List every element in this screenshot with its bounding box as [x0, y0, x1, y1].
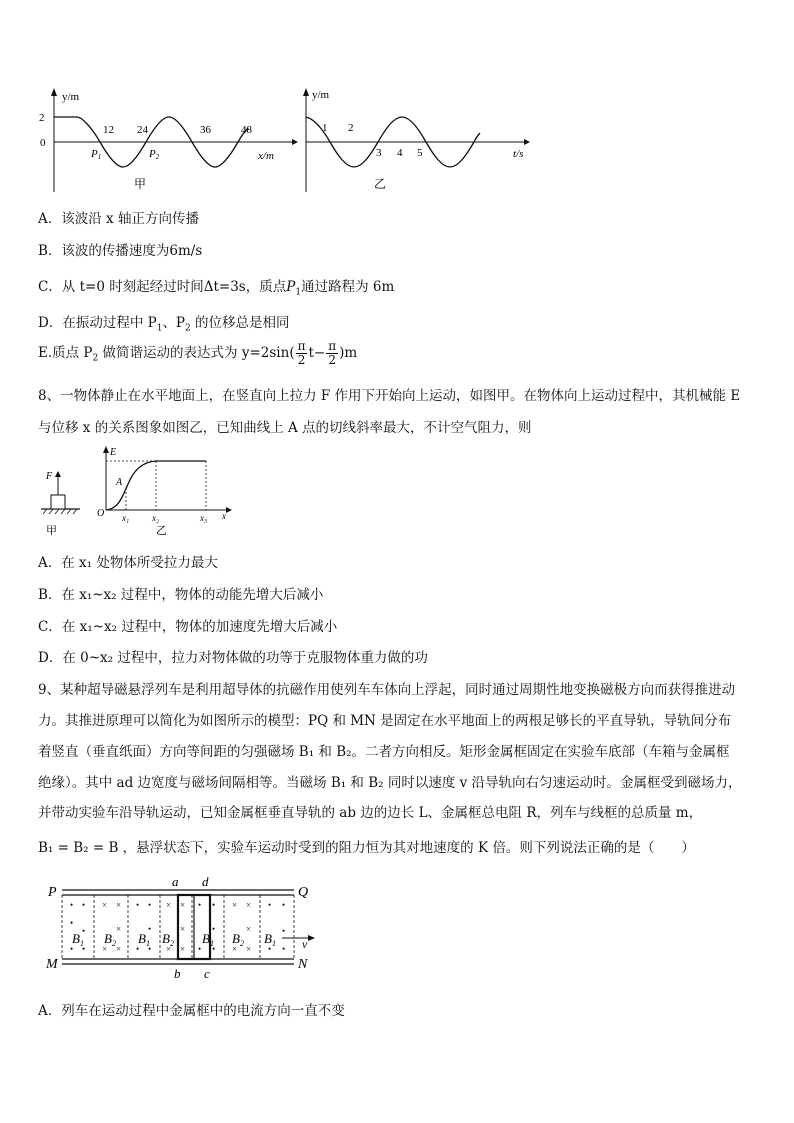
block — [51, 495, 65, 509]
svg-text:×: × — [232, 944, 238, 954]
svg-text:•: • — [212, 944, 216, 954]
svg-text:×: × — [102, 900, 108, 910]
jia-ylabel: y/m — [62, 91, 80, 103]
q7-option-b: B．该波的传播速度为6m/s — [38, 243, 203, 259]
svg-text:×: × — [116, 900, 122, 910]
y-axis-yi-arrow — [303, 88, 309, 96]
q8-fig-jia — [41, 471, 80, 537]
jia-ytick: 2 — [39, 112, 45, 124]
q7-c-pre: C．从 t=0 时刻起经过时间Δt=3s，质点 — [38, 279, 287, 295]
q9-label-N: N — [298, 957, 308, 972]
q7-d-post: 的位移总是相同 — [190, 315, 290, 331]
q9-figure — [42, 872, 332, 982]
q9-stem-2: 力。其推进原理可以简化为如图所示的模型：PQ 和 MN 是固定在水平地面上的两根足够长的平直导轨，导轨间分布 — [38, 713, 732, 729]
q8-option-a: A．在 x₁ 处物体所受拉力最大 — [38, 555, 218, 571]
yi-tick-4: 4 — [397, 147, 403, 159]
jia-tick-48: 48 — [241, 124, 252, 136]
q8-caption-yi: 乙 — [156, 525, 167, 537]
svg-text:•: • — [136, 944, 140, 954]
q8-label-x: x — [222, 511, 226, 521]
yi-tick-3: 3 — [376, 147, 382, 159]
svg-text:×: × — [246, 944, 252, 954]
q8-label-x2: x₂ — [152, 513, 160, 523]
y-axis-arrow — [51, 88, 57, 96]
svg-text:•: • — [198, 944, 202, 954]
q9-label-M: M — [46, 957, 58, 972]
svg-text:•: • — [198, 900, 202, 910]
svg-text:×: × — [180, 924, 186, 934]
svg-text:×: × — [166, 944, 172, 954]
q9-label-b: b — [174, 966, 181, 981]
q8-stem-1: 8、一物体静止在水平地面上，在竖直向上拉力 F 作用下开始向上运动，如图甲。在物体向上运动过程中，其机械能 E — [38, 388, 741, 404]
q9-label-d: d — [202, 874, 209, 889]
svg-text:×: × — [116, 924, 122, 934]
q9-stem-5: 并带动实验车沿导轨运动，已知金属框垂直导轨的 ab 边的边长 L、金属框总电阻 R，列车与线框的总质量 m， — [38, 805, 703, 821]
graph-yi — [303, 88, 530, 192]
jia-p2: P2 — [149, 148, 160, 161]
q8-fig-yi — [97, 446, 232, 537]
q7-d-mid: 、P — [162, 315, 186, 331]
q9-option-a: A．列车在运动过程中金属框中的电流方向一直不变 — [38, 1003, 345, 1019]
svg-text:•: • — [282, 926, 286, 936]
svg-text:•: • — [212, 900, 216, 910]
q8-e-arrow — [103, 446, 109, 453]
q8-figure — [38, 444, 238, 544]
svg-text:B1: $B_1$ — [264, 931, 276, 948]
jia-caption: 甲 — [134, 177, 147, 191]
yi-xlabel: t/s — [513, 148, 524, 160]
svg-text:•: • — [70, 900, 74, 910]
q7-e-frac1: $\frac{\pi}{2}$ — [297, 339, 306, 367]
jia-tick-24: 24 — [137, 124, 148, 136]
q9-stem-1: 9、某种超导磁悬浮列车是利用超导体的抗磁作用使列车车体向上浮起，同时通过周期性地变换磁极方向而获得推进动 — [38, 682, 736, 698]
q8-label-O: O — [97, 508, 105, 519]
q9-label-a: a — [172, 874, 179, 889]
q7-d-s2: 2 — [185, 323, 191, 334]
q7-c-sym: P — [286, 279, 296, 295]
jia-tick-12: 12 — [103, 124, 114, 136]
q7-c-post: 通过路程为 6m — [301, 279, 395, 295]
svg-text:B1: $B_1$ — [202, 931, 214, 948]
q9-label-P: P — [48, 885, 57, 900]
svg-text:•: • — [148, 900, 152, 910]
svg-text:×: × — [102, 944, 108, 954]
svg-text:×: × — [246, 924, 252, 934]
x-axis-arrow — [292, 139, 298, 145]
svg-text:•: • — [70, 944, 74, 954]
q8-label-F: F — [46, 471, 53, 482]
svg-text:×: × — [246, 900, 252, 910]
velocity-arrow-head — [308, 935, 315, 941]
q7-e-frac2: $\frac{\pi}{2}$ — [328, 339, 337, 367]
q8-x-arrow — [226, 507, 232, 513]
q8-option-d: D．在 0~x₂ 过程中，拉力对物体做的功等于克服物体重力做的功 — [38, 650, 428, 666]
svg-text:×: × — [232, 900, 238, 910]
q8-caption-jia: 甲 — [46, 525, 57, 537]
svg-text:•: • — [268, 944, 272, 954]
q7-c-sub: 1 — [295, 287, 302, 298]
svg-text:•: • — [136, 900, 140, 910]
q7-e-pre: E.质点 P — [38, 345, 93, 361]
q9-stem-6: B₁ = B₂ = B ，悬浮状态下，实验车运动时受到的阻力恒为其对地速度的 K 倍。则下列说法正确的是（ ） — [38, 840, 695, 856]
q9-label-Q: Q — [298, 885, 309, 900]
jia-tick-36: 36 — [200, 124, 211, 136]
svg-text:B2: $B_2$ — [104, 931, 116, 948]
yi-ylabel: y/m — [312, 89, 330, 101]
svg-text:•: • — [70, 918, 74, 928]
q7-e-mid: 做简谐运动的表达式为 y=2sin( — [98, 345, 295, 361]
yi-tick-5: 5 — [417, 147, 423, 159]
q8-label-A: A — [116, 477, 123, 488]
q9-stem-4: 绝缘）。其中 ad 边宽度与磁场间隔相等。当磁场 B₁ 和 B₂ 同时以速度 v 沿导轨向右匀速运动时。金属框受到磁场力， — [38, 775, 742, 791]
jia-p1: P1 — [91, 148, 102, 161]
q7-d-pre: D．在振动过程中 P — [38, 315, 157, 331]
q7-option-e — [38, 340, 357, 367]
ground-hatch — [43, 509, 77, 514]
q8-label-E: E — [110, 447, 117, 458]
svg-text:•: • — [82, 944, 86, 954]
svg-text:•: • — [148, 924, 152, 934]
svg-text:•: • — [282, 900, 286, 910]
jia-origin: 0 — [40, 137, 46, 149]
svg-text:•: • — [212, 924, 216, 934]
q7-option-a: A．该波沿 x 轴正方向传播 — [38, 211, 199, 227]
q9-stem-3: 着竖直（垂直纸面）方向等间距的匀强磁场 B₁ 和 B₂。二者方向相反。矩形金属框固定在实验车底部（车箱与金属框 — [38, 744, 730, 760]
force-arrow-head — [55, 471, 61, 477]
q7-option-d — [38, 311, 290, 334]
yi-caption: 乙 — [374, 177, 387, 191]
yi-tick-1: 1 — [322, 122, 328, 134]
q7-e-post: )m — [339, 345, 358, 361]
jia-xlabel: x/m — [258, 150, 274, 162]
q7-option-c — [38, 275, 394, 298]
svg-text:×: × — [116, 944, 122, 954]
yi-tick-2: 2 — [348, 122, 354, 134]
svg-text:•: • — [282, 944, 286, 954]
svg-text:•: • — [82, 900, 86, 910]
q9-label-c: c — [204, 966, 210, 981]
wave-figure — [30, 84, 540, 196]
q9-label-v: v — [302, 937, 308, 951]
q7-e-t: t− — [308, 345, 326, 361]
svg-text:×: × — [180, 900, 186, 910]
svg-text:B2: $B_2$ — [232, 931, 244, 948]
svg-text:B1: $B_1$ — [72, 931, 84, 948]
svg-text:B1: $B_1$ — [138, 931, 150, 948]
svg-text:•: • — [82, 926, 86, 936]
q7-e-sub: 2 — [92, 353, 99, 364]
q8-label-x1: x₁ — [122, 513, 130, 523]
svg-text:B2: $B_2$ — [162, 931, 174, 948]
q7-d-s1: 1 — [156, 323, 163, 334]
t-axis-arrow — [524, 139, 530, 145]
svg-text:×: × — [166, 900, 172, 910]
q8-option-b: B．在 x₁~x₂ 过程中，物体的动能先增大后减小 — [38, 587, 324, 603]
svg-text:•: • — [268, 900, 272, 910]
svg-text:•: • — [148, 944, 152, 954]
graph-jia — [39, 88, 298, 192]
q8-label-x3: x₃ — [200, 513, 208, 523]
q8-stem-2: 与位移 x 的关系图象如图乙，已知曲线上 A 点的切线斜率最大，不计空气阻力，则 — [38, 420, 532, 436]
svg-text:×: × — [180, 944, 186, 954]
q8-option-c: C．在 x₁~x₂ 过程中，物体的加速度先增大后减小 — [38, 619, 338, 635]
